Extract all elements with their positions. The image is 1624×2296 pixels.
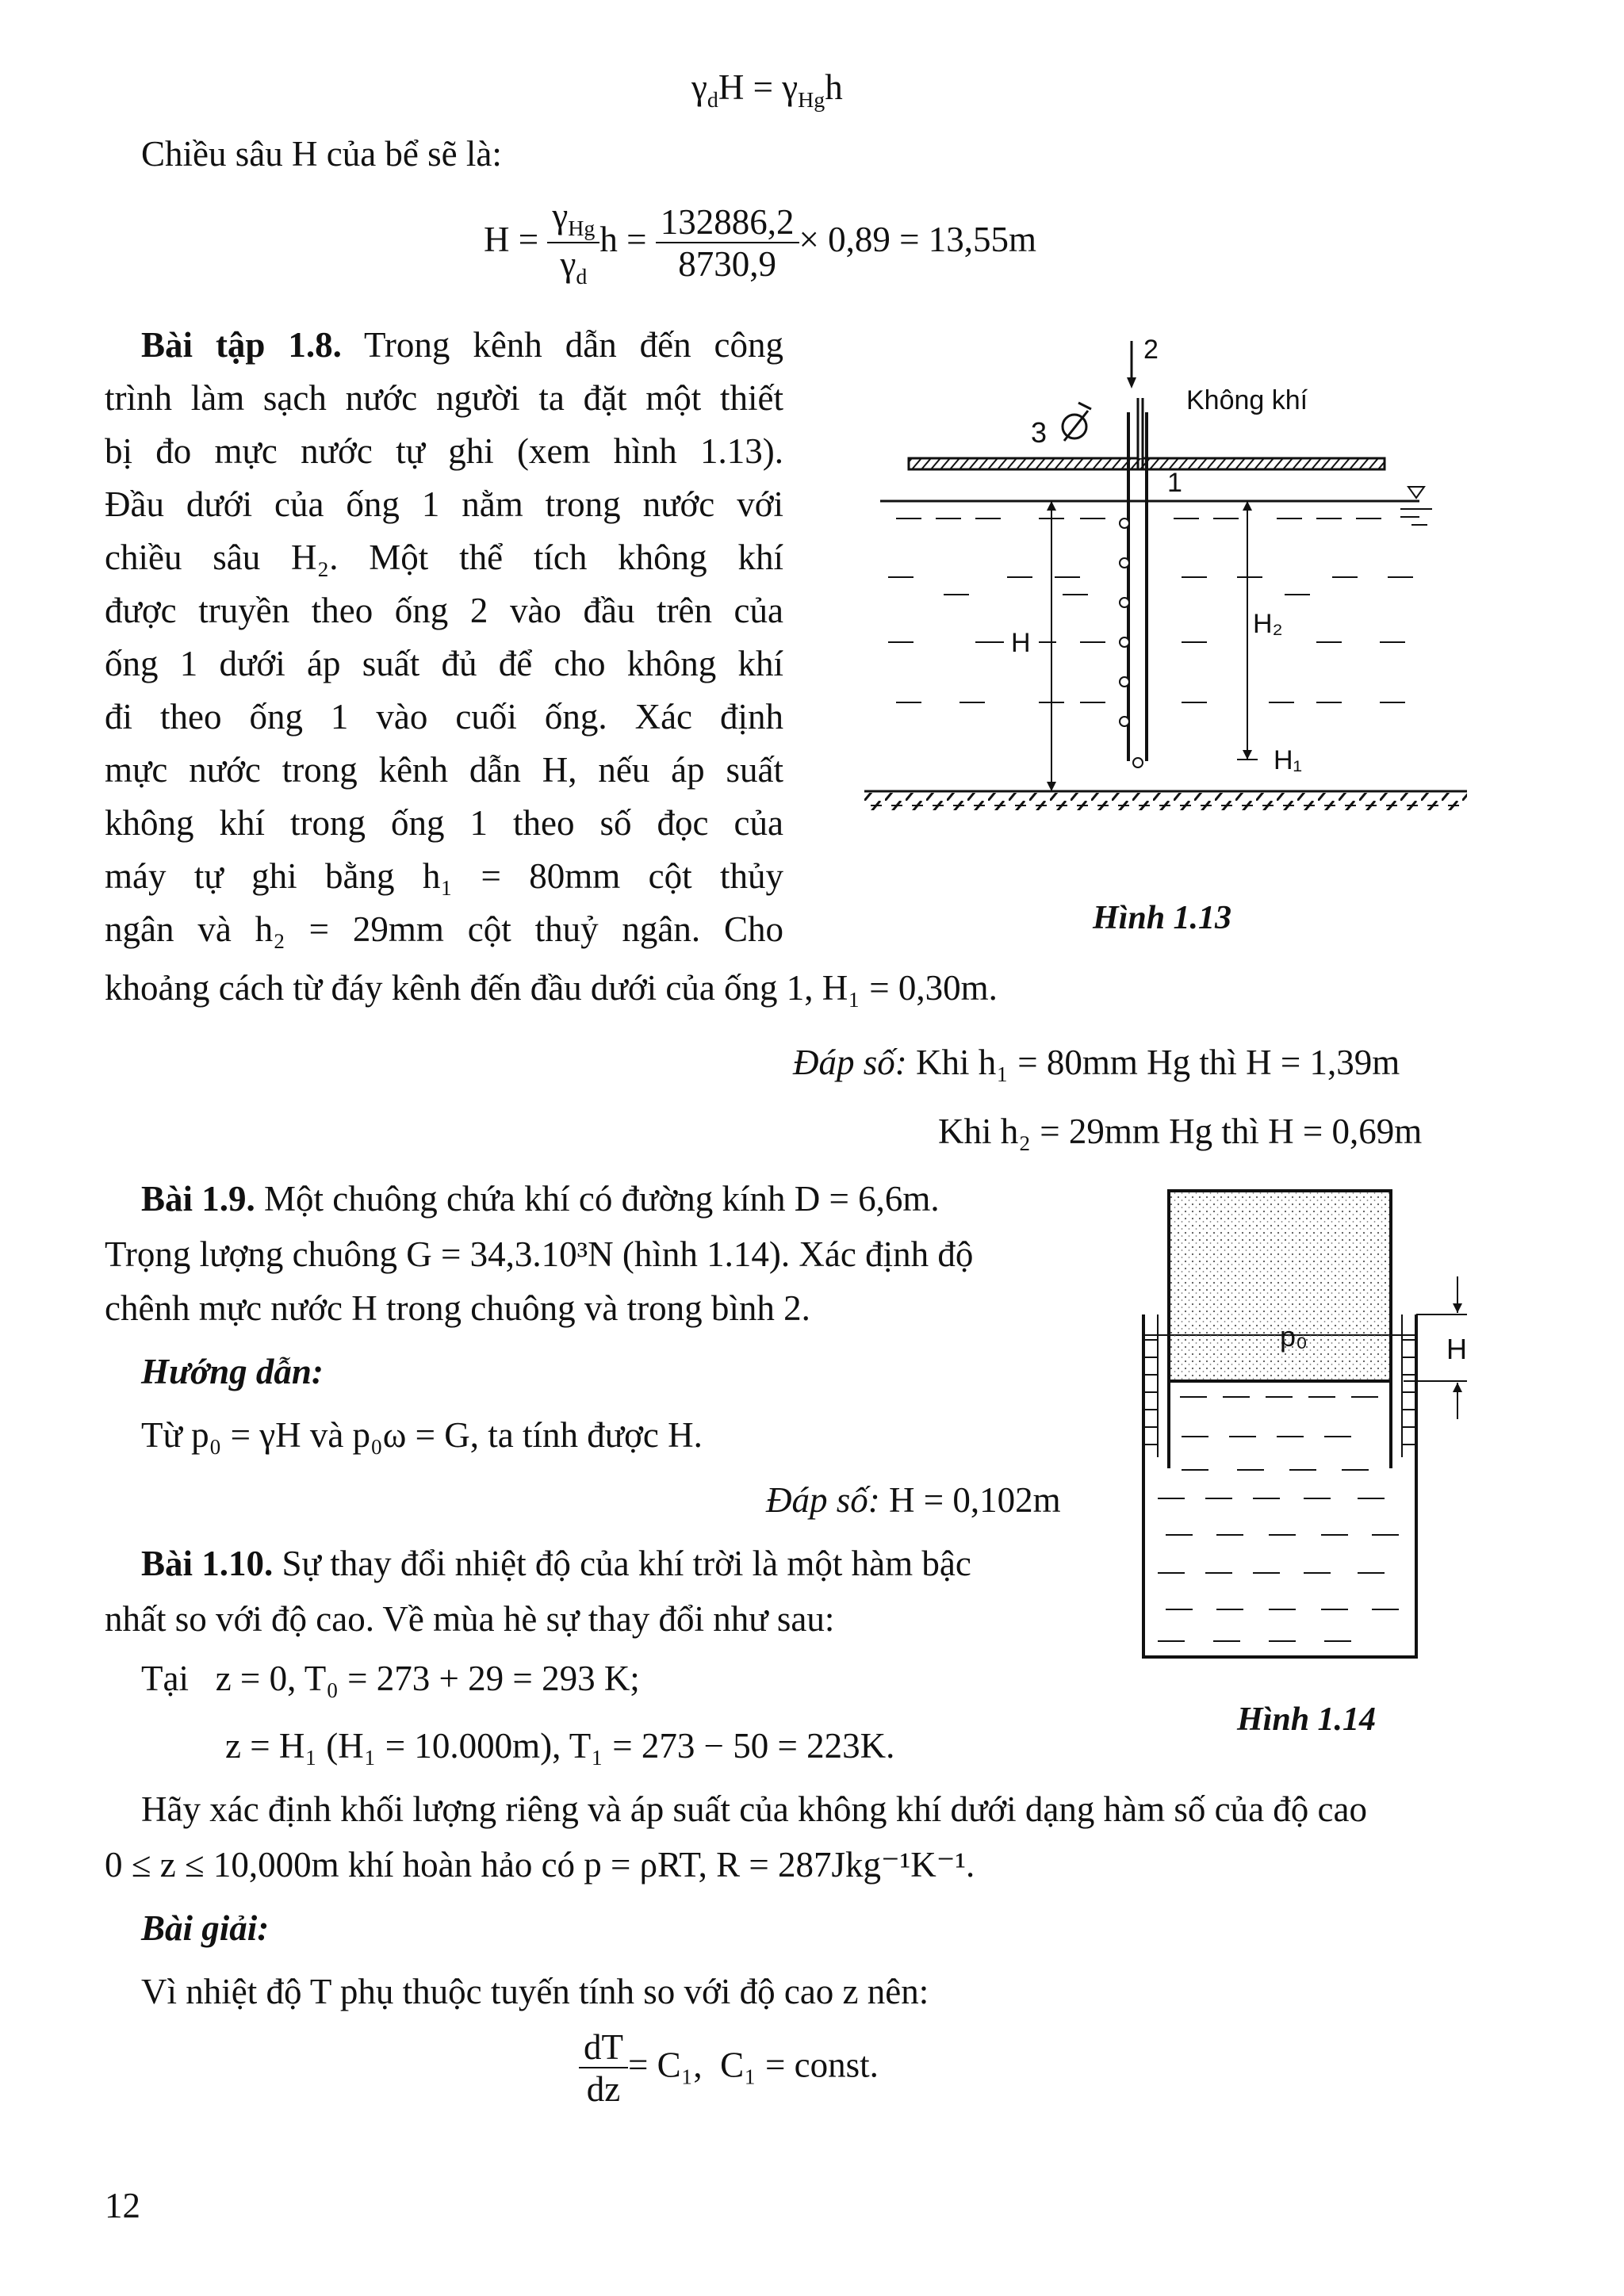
- intro-line: Chiều sâu H của bể sẽ là:: [141, 134, 502, 174]
- ex18-line-9: mực nước trong kênh dẫn H, nếu áp suất: [105, 750, 783, 790]
- ex110-line-4: z = H₁ (H₁ = 10.000m), T₁ = 273 − 50 = 223K.: [225, 1726, 895, 1766]
- ex18-line-12: ngân và h₂ = 29mm cột thuỷ ngân. Cho: [105, 909, 783, 949]
- formula-fraction-gamma: $\frac{\gamma_{Hg}}{\gamma_d}$: [547, 198, 599, 289]
- ex18-answer-2: Khi h₂ = 29mm Hg thì H = 0,69m: [938, 1112, 1423, 1151]
- ex18-line-4: Đầu dưới của ống 1 nằm trong nước với: [105, 484, 783, 524]
- fig113-label-H1: H₁: [1274, 745, 1303, 775]
- fig113-caption: Hình 1.13: [1093, 900, 1232, 936]
- page-number: 12: [105, 2186, 140, 2225]
- ex110-line-3: Tại z = 0, T₀ = 273 + 29 = 293 K;: [141, 1659, 640, 1698]
- ex18-line-11: máy tự ghi bằng h₁ = 80mm cột thủy: [105, 856, 783, 896]
- figure-1-13: [864, 325, 1483, 832]
- fig113-label-H: H: [1011, 628, 1031, 658]
- ex19-line-1: Bài 1.9. Một chuông chứa khí có đường kính D = 6,6m.: [141, 1179, 940, 1219]
- ex18-last-line: khoảng cách từ đáy kênh đến đầu dưới của ống 1, H₁ = 0,30m.: [105, 968, 998, 1008]
- ex18-answer-1: Đáp số: Khi h₁ = 80mm Hg thì H = 1,39m: [793, 1043, 1400, 1082]
- ex110-line-6: 0 ≤ z ≤ 10,000m khí hoàn hảo có p = ρRT, R = 287Jkg⁻¹K⁻¹.: [105, 1845, 975, 1885]
- depth-formula: H = $\frac{\gamma_{Hg}}{\gamma_d}$ h = $\frac{132886,2}{8730,9}$ × 0,89 = 13,55m: [484, 196, 1037, 289]
- ex19-answer: Đáp số: H = 0,102m: [766, 1480, 1061, 1520]
- fig113-label-3: 3: [1031, 416, 1048, 449]
- ex19-guide-label: Hướng dẫn:: [141, 1352, 324, 1391]
- ex19-line-2: Trọng lượng chuông G = 34,3.10³N (hình 1.14). Xác định độ: [105, 1234, 974, 1274]
- fig113-label-H2: H₂: [1253, 609, 1283, 639]
- ex18-line-10: không khí trong ống 1 theo số đọc của: [105, 803, 783, 843]
- ex18-line-3: bị đo mực nước tự ghi (xem hình 1.13).: [105, 431, 783, 471]
- figure-1-14: [1134, 1181, 1483, 1673]
- ex110-solution-line: Vì nhiệt độ T phụ thuộc tuyến tính so với độ cao z nên:: [141, 1972, 929, 2011]
- top-formula: $\gamma_dH = \gamma_{Hg}h$: [691, 67, 843, 113]
- ex18-line-8: đi theo ống 1 vào cuối ống. Xác định: [105, 697, 783, 737]
- ex110-line-2: nhất so với độ cao. Về mùa hè sự thay đổi như sau:: [105, 1599, 835, 1639]
- ex18-line-1: Bài tập 1.8. Trong kênh dẫn đến công: [141, 325, 784, 365]
- ex110-derivative: $\frac{dT}{dz}$ = C₁, C₁ = const.: [579, 2030, 879, 2107]
- ex110-line-5: Hãy xác định khối lượng riêng và áp suất của không khí dưới dạng hàm số của độ cao: [141, 1789, 1367, 1829]
- fig114-caption: Hình 1.14: [1237, 1701, 1377, 1738]
- fig114-label-p0: p₀: [1280, 1320, 1308, 1353]
- formula-fraction-values: $\frac{132886,2}{8730,9}$: [656, 205, 799, 282]
- ex110-line-1: Bài 1.10. Sự thay đổi nhiệt độ của khí trời là một hàm bậc: [141, 1544, 971, 1583]
- ex18-line-7: ống 1 dưới áp suất đủ để cho không khí: [105, 644, 783, 683]
- fig113-label-1: 1: [1167, 468, 1182, 498]
- ex18-line-5: chiều sâu H₂. Một thể tích không khí: [105, 538, 783, 577]
- ex19-guide-text: Từ p₀ = γH và p₀ω = G, ta tính được H.: [141, 1415, 703, 1455]
- ex18-line-6: được truyền theo ống 2 vào đầu trên của: [105, 591, 783, 630]
- ex110-solution-label: Bài giải:: [141, 1908, 270, 1948]
- fig114-label-H: H: [1446, 1333, 1467, 1365]
- ex18-line-2: trình làm sạch nước người ta đặt một thiết: [105, 378, 783, 418]
- fig113-label-2: 2: [1143, 335, 1159, 365]
- ex19-line-3: chênh mực nước H trong chuông và trong bình 2.: [105, 1288, 810, 1328]
- fig113-label-air: Không khí: [1186, 385, 1308, 415]
